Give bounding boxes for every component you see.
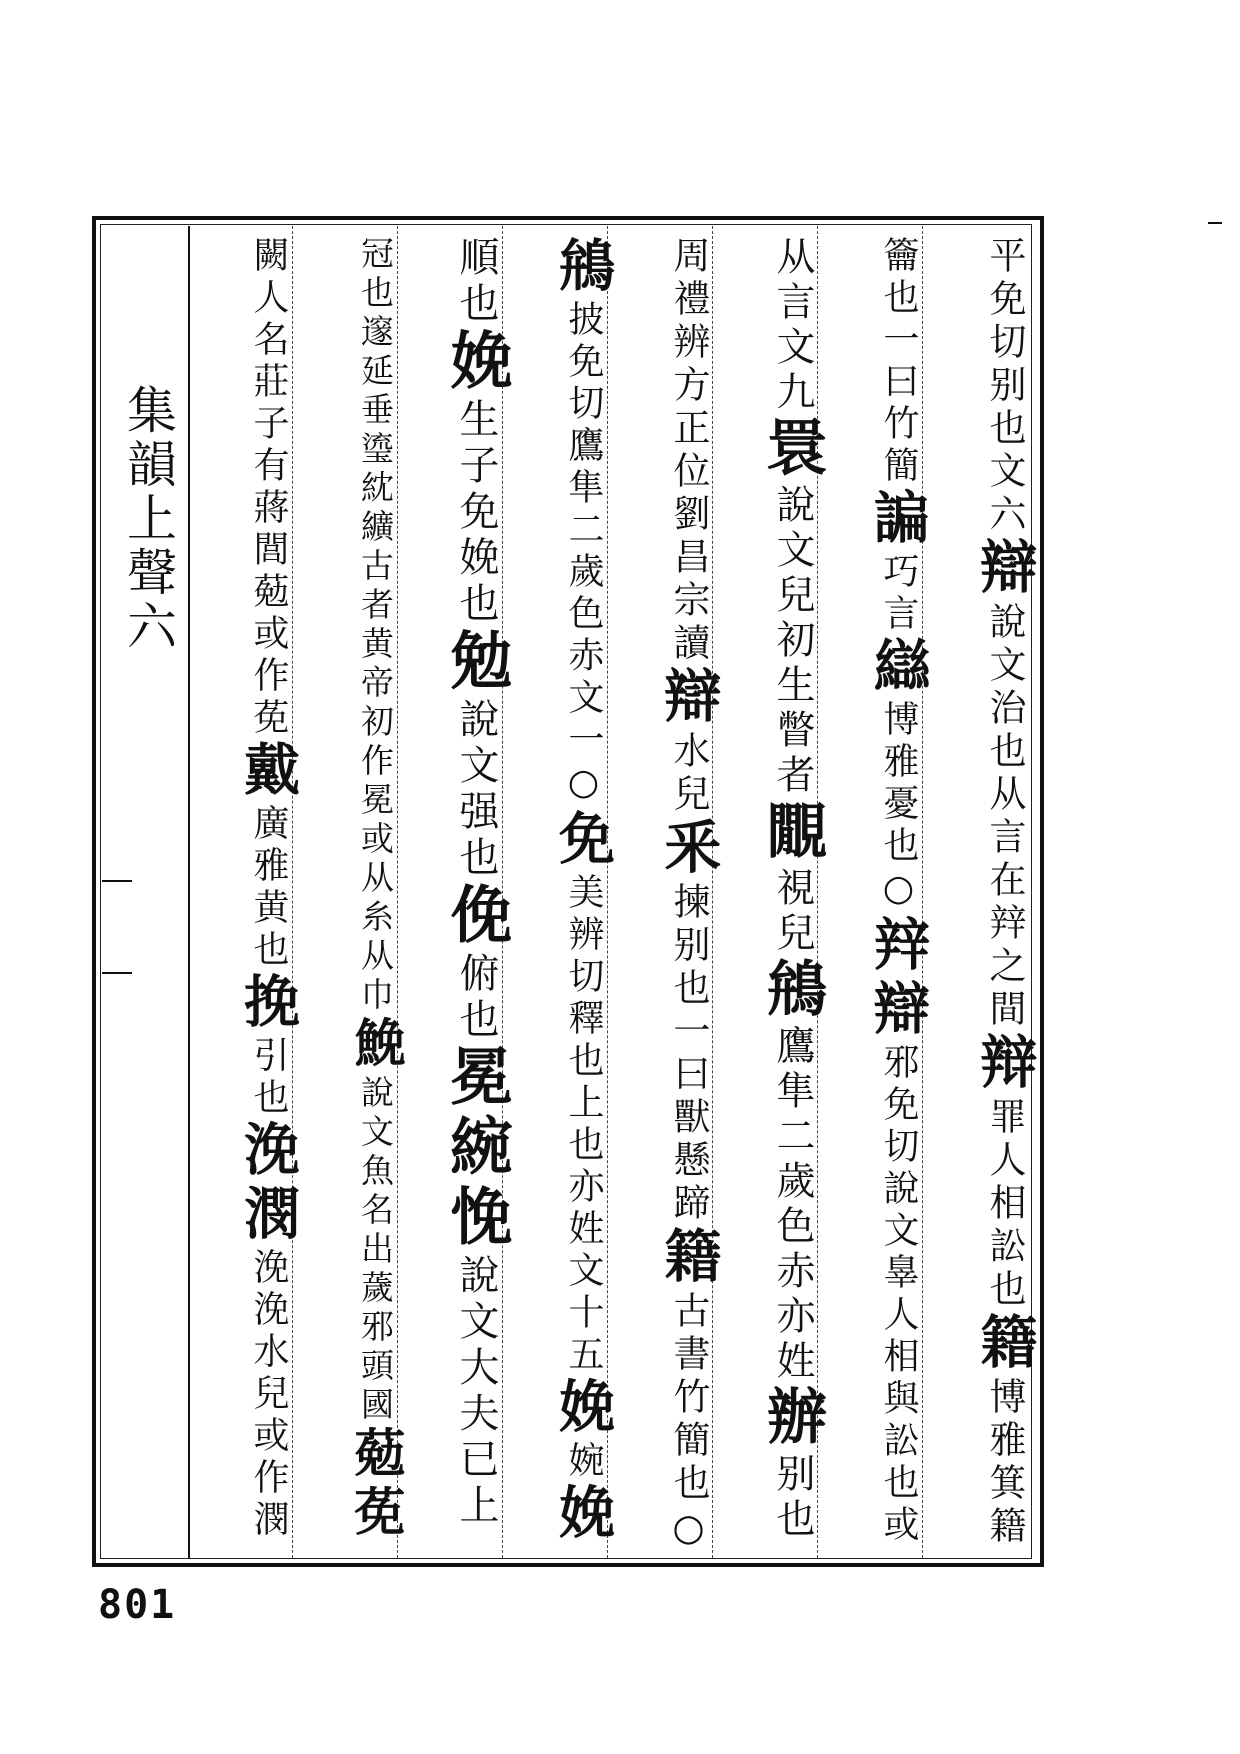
gloss-text: 俯	[453, 952, 499, 998]
gloss-text: 廣雅	[248, 804, 289, 888]
headword: 葂	[345, 1426, 405, 1485]
margin-title: 集韻上聲六	[119, 384, 177, 654]
gloss-text: 曰竹簡	[878, 362, 919, 488]
gloss-text: 鷹隼二歲	[770, 1025, 815, 1205]
gloss-text: 言在辡之間	[983, 817, 1026, 1032]
text-columns	[188, 226, 1038, 1558]
gloss-text: 生子免	[453, 398, 499, 536]
gloss-text: 博雅	[878, 700, 919, 784]
gloss-text: 歲色赤文一	[563, 552, 604, 762]
column-text	[655, 236, 722, 1558]
gloss-text: 色赤亦姓	[770, 1205, 815, 1385]
text-column	[713, 226, 827, 1558]
gloss-text: 兒	[770, 912, 815, 957]
headword: 籍	[971, 1312, 1038, 1377]
headword: 辯	[971, 537, 1038, 602]
headword: 覵	[757, 799, 827, 867]
gloss-text: 或作潣	[248, 1416, 289, 1542]
gloss-text: 披免切鷹隼二	[563, 300, 604, 552]
headword: 辡辯	[865, 915, 931, 1043]
gloss-text: 箕籍	[983, 1463, 1026, 1549]
headword: 鴘	[550, 236, 616, 300]
gloss-text: 說文兒初	[770, 484, 815, 664]
column-text	[235, 236, 301, 1558]
gloss-text: 美辨切釋也上	[563, 873, 604, 1125]
gloss-text: 也	[453, 282, 499, 328]
headword: 綩	[440, 1114, 513, 1184]
gloss-text: 也	[770, 1498, 815, 1543]
headword: 籍	[655, 1226, 722, 1291]
gloss-text: 人相與訟也或	[878, 1295, 919, 1547]
headword: 娩	[550, 1377, 616, 1441]
column-text	[550, 236, 616, 1558]
gloss-text: 順	[453, 236, 499, 282]
page-margin-column	[102, 226, 190, 1558]
gloss-text: 說文治也从	[983, 602, 1026, 817]
headword: 釆	[655, 817, 722, 882]
text-column	[923, 226, 1038, 1558]
headword: 潣	[235, 1184, 301, 1248]
headword: 鴘	[757, 957, 827, 1025]
gloss-text: 薉邪頭國	[356, 1270, 395, 1426]
text-column	[818, 226, 931, 1558]
column-text	[757, 236, 827, 1558]
gloss-text: 婉	[563, 1441, 604, 1483]
gloss-text: 也	[248, 1078, 289, 1120]
gloss-text: 闕人名莊子有	[248, 236, 289, 488]
gloss-text: 水	[667, 731, 710, 774]
headword: 挽	[235, 972, 301, 1036]
column-text	[440, 236, 513, 1558]
margin-mark	[102, 880, 132, 882]
gloss-text: 文九	[770, 326, 815, 416]
headword: 鮸	[345, 1016, 405, 1075]
headword: 悗	[440, 1184, 513, 1254]
headword: 冕	[440, 1044, 513, 1114]
page-number: 801	[98, 1582, 177, 1628]
gloss-text: 娩也	[453, 536, 499, 628]
headword: 娩	[440, 328, 513, 398]
text-column	[608, 226, 722, 1558]
headword: 浼	[235, 1120, 301, 1184]
gloss-text: 巧	[878, 552, 919, 594]
headword: 免	[550, 809, 616, 873]
gloss-text: 曰獸懸蹄	[667, 1054, 710, 1226]
gloss-text: 籥也一	[878, 236, 919, 362]
gloss-text: 浼浼水兒	[248, 1248, 289, 1416]
gloss-text: 揀别也一	[667, 882, 710, 1054]
gloss-text: 說文	[453, 698, 499, 790]
gloss-text: 生瞥者	[770, 664, 815, 799]
gloss-text: 也文六	[983, 408, 1026, 537]
gloss-text: 憂也	[878, 784, 919, 868]
headword: 睘	[757, 416, 827, 484]
headword: 辩	[971, 1032, 1038, 1097]
gloss-text: 也	[453, 998, 499, 1044]
headword: 戴	[235, 740, 301, 804]
gloss-text: 冠也邃延垂瑬紞纊古者	[356, 236, 395, 626]
gloss-text: 黄帝初作冕或从糸从巾	[356, 626, 395, 1016]
text-column	[503, 226, 616, 1558]
gloss-text: 說文魚名出	[356, 1075, 395, 1270]
text-column	[293, 226, 405, 1558]
gloss-text: 周禮辨方正	[667, 236, 710, 451]
gloss-text: 古書竹	[667, 1291, 710, 1420]
column-text	[971, 236, 1038, 1558]
gloss-text: 簡也	[667, 1420, 710, 1506]
gloss-text: 黄也	[248, 888, 289, 972]
headword: 娩	[550, 1483, 616, 1547]
gloss-text: 兒	[667, 774, 710, 817]
gloss-text: 也亦姓文十五	[563, 1125, 604, 1377]
text-column	[188, 226, 301, 1558]
gloss-text: 視	[770, 867, 815, 912]
edge-mark	[1208, 222, 1222, 224]
gloss-text: ○	[563, 762, 604, 809]
gloss-text: 别	[770, 1453, 815, 1498]
gloss-text: 蔣閭葂或作莬	[248, 488, 289, 740]
column-text	[345, 236, 405, 1558]
gloss-text: 言	[878, 594, 919, 636]
headword: 䜌	[865, 636, 931, 700]
gloss-text: 从言	[770, 236, 815, 326]
headword: 勉	[440, 628, 513, 698]
gloss-text: 訟也	[983, 1226, 1026, 1312]
gloss-text: ○	[878, 868, 919, 915]
gloss-text: 夫已上	[453, 1392, 499, 1530]
gloss-text: 位劉昌宗讀	[667, 451, 710, 666]
headword: 俛	[440, 882, 513, 952]
gloss-text: ○	[667, 1506, 710, 1555]
gloss-text: 博雅	[983, 1377, 1026, 1463]
margin-mark	[102, 972, 132, 974]
headword: 辯	[655, 666, 722, 731]
gloss-text: 說文大	[453, 1254, 499, 1392]
headword: 辦	[757, 1385, 827, 1453]
headword: 諞	[865, 488, 931, 552]
text-column	[398, 226, 513, 1558]
gloss-text: 强也	[453, 790, 499, 882]
gloss-text: 邪免切說文辠	[878, 1043, 919, 1295]
gloss-text: 罪人相	[983, 1097, 1026, 1226]
column-text	[865, 236, 931, 1558]
gloss-text: 平免切别	[983, 236, 1026, 408]
gloss-text: 引	[248, 1036, 289, 1078]
headword: 莬	[345, 1485, 405, 1544]
